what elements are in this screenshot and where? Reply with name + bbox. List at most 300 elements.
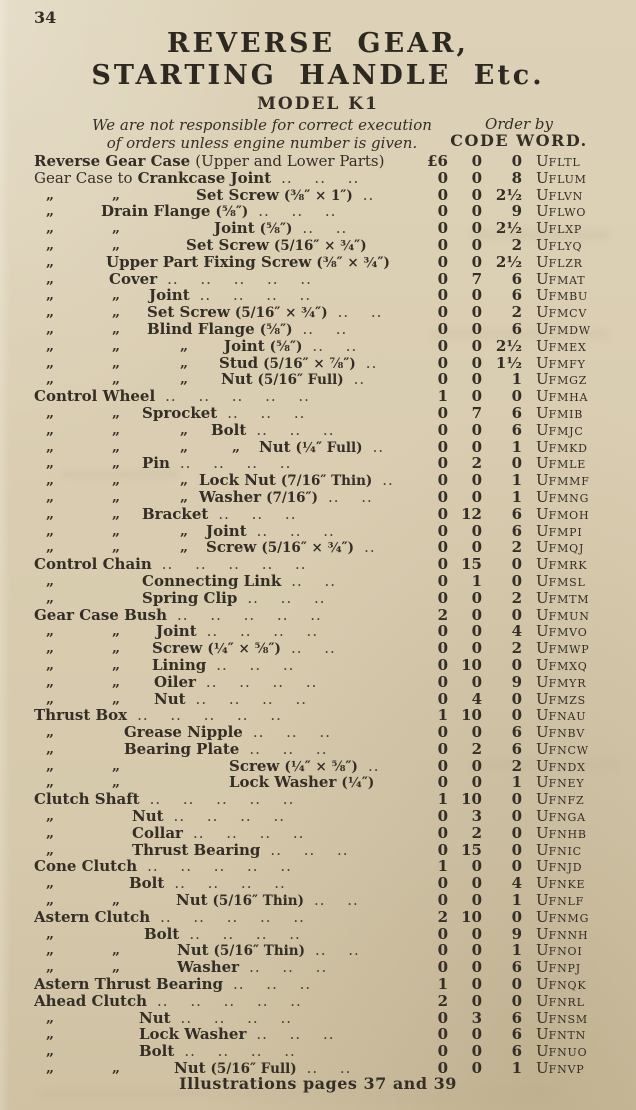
price-pounds: 0: [437, 571, 448, 590]
ditto-mark: „: [46, 690, 54, 707]
code-word-rest: FMCV: [548, 307, 588, 321]
price-shillings: 0: [471, 1042, 482, 1061]
page-title-line1: REVERSE GEAR,: [167, 28, 469, 59]
part-description: [34, 674, 412, 691]
code-word-rest: FMZS: [548, 693, 586, 707]
code-word-initial: U: [536, 689, 549, 708]
ditto-mark: „: [46, 942, 54, 959]
part-size: (⅝″): [269, 338, 303, 355]
code-word: [522, 774, 628, 791]
part-name: Bracket: [142, 505, 209, 523]
page-title-line2: STARTING HANDLE Etc.: [91, 60, 545, 91]
part-name: Crankcase Joint: [137, 169, 272, 187]
code-word-rest: FNCW: [548, 743, 589, 757]
part-description: [34, 1026, 412, 1043]
table-row: [34, 825, 628, 842]
code-word-initial: U: [536, 739, 549, 758]
code-word-rest: FNNH: [548, 928, 589, 942]
price-pounds: 0: [437, 437, 448, 456]
ditto-mark: „: [46, 186, 54, 203]
code-word: [522, 321, 628, 338]
price-pence: 2½: [495, 219, 522, 238]
code-word-initial: U: [536, 605, 549, 624]
table-row: [34, 556, 628, 573]
price-pounds: 2: [437, 605, 448, 624]
price-shillings: 3: [471, 807, 482, 826]
code-word-initial: U: [536, 639, 549, 658]
code-word-initial: U: [536, 924, 549, 943]
code-word-rest: FMGZ: [548, 374, 588, 388]
code-word-rest: FMAT: [548, 273, 586, 287]
price-pence: 2: [511, 538, 522, 557]
price-shillings: 0: [471, 152, 482, 170]
leader-dots: .. .. ..: [281, 169, 360, 187]
part-description: [34, 153, 412, 170]
part-name: Pin: [142, 455, 170, 473]
code-word: [522, 926, 628, 943]
price-pence: 0: [511, 907, 522, 926]
part-size: (¼″): [341, 775, 375, 792]
part-size: (5/16″ Full): [257, 372, 344, 389]
ditto-mark: „: [46, 505, 54, 522]
part-name: Nut: [259, 438, 291, 456]
price-pounds: 0: [437, 370, 448, 389]
code-word-initial: U: [536, 1042, 549, 1061]
part-size: (5/16″ Thin): [213, 943, 305, 960]
part-description: [34, 455, 412, 472]
ditto-mark: „: [180, 371, 188, 388]
part-name: Joint: [149, 287, 190, 305]
table-row: [34, 338, 628, 355]
price-shillings: 0: [471, 353, 482, 372]
price-pounds: 2: [437, 991, 448, 1010]
ditto-mark: „: [112, 488, 120, 505]
code-word: [522, 237, 628, 254]
part-size: (5/16″ × ⅞″): [263, 355, 356, 372]
price-shillings: 7: [471, 269, 482, 288]
part-name: Astern Thrust Bearing: [34, 976, 223, 993]
price-pounds: 0: [437, 807, 448, 826]
ditto-mark: „: [46, 270, 54, 287]
table-row: [34, 808, 628, 825]
table-row: [34, 640, 628, 657]
part-description: [34, 842, 412, 859]
table-row: [34, 321, 628, 338]
code-word: [522, 187, 628, 204]
code-word-initial: U: [536, 1008, 549, 1027]
table-row: [34, 959, 628, 976]
price-shillings: 0: [471, 185, 482, 204]
price-pence: 8: [511, 168, 522, 187]
code-word-initial: U: [536, 538, 549, 557]
price-pence: 9: [511, 672, 522, 691]
table-row: [34, 674, 628, 691]
code-word: [522, 657, 628, 674]
ditto-mark: „: [46, 522, 54, 539]
price-pounds: 0: [437, 168, 448, 187]
table-row: [34, 388, 628, 405]
code-word-rest: FLTL: [548, 156, 581, 169]
ditto-mark: „: [180, 539, 188, 556]
leader-dots: .. .. .. .. ..: [165, 388, 310, 405]
code-word-rest: FNAU: [548, 710, 587, 724]
price-pence: 6: [511, 1025, 522, 1044]
code-word-column-header: [444, 116, 594, 152]
price-pounds: 0: [437, 672, 448, 691]
ditto-mark: „: [112, 455, 120, 472]
code-word: [522, 388, 628, 405]
price-shillings: 0: [471, 286, 482, 305]
code-word: [522, 691, 628, 708]
code-word-rest: FNIC: [548, 844, 582, 858]
part-size: (5/16″ Thin): [212, 893, 304, 909]
part-description: [34, 203, 412, 220]
part-name: Reverse Gear Case: [34, 153, 191, 170]
price-shillings: 0: [471, 975, 482, 994]
leader-dots: ..: [364, 539, 376, 557]
table-row: [34, 607, 628, 624]
code-word-initial: U: [536, 655, 549, 674]
table-row: [34, 153, 628, 170]
table-row: [34, 187, 628, 204]
code-word: [522, 439, 628, 456]
part-name: Nut: [177, 942, 209, 960]
table-row: [34, 590, 628, 607]
code-word: [522, 993, 628, 1010]
part-description: [34, 858, 412, 875]
code-word-rest: FMNG: [548, 491, 590, 505]
part-name: Washer: [177, 959, 240, 977]
ditto-mark: „: [46, 253, 54, 270]
table-row: [34, 774, 628, 791]
code-word-label: CODE WORD.: [450, 131, 588, 150]
code-word-rest: FMIB: [548, 407, 584, 421]
ditto-mark: „: [46, 656, 54, 673]
table-row: [34, 1010, 628, 1027]
table-row: [34, 892, 628, 909]
ditto-mark: „: [46, 421, 54, 438]
part-description: [34, 623, 412, 640]
disclaimer-line2: of orders unless engine number is given.: [106, 134, 418, 152]
price-pence: 2: [511, 639, 522, 658]
ditto-mark: „: [180, 488, 188, 505]
leader-dots: .. .. ..: [270, 841, 349, 859]
code-word-rest: FMOH: [548, 508, 590, 522]
part-description: [34, 439, 412, 456]
code-word-initial: U: [536, 185, 549, 204]
price-shillings: 0: [471, 874, 482, 893]
price-shillings: 0: [471, 437, 482, 456]
part-name: Lining: [152, 656, 207, 674]
price-shillings: 0: [471, 958, 482, 977]
code-word-rest: FNHB: [548, 827, 587, 841]
ditto-mark: „: [112, 640, 120, 657]
leader-dots: .. ..: [306, 1060, 352, 1077]
price-pence: 6: [511, 1008, 522, 1027]
price-shillings: 10: [461, 790, 482, 809]
ditto-mark: „: [46, 740, 54, 757]
table-row: [34, 355, 628, 372]
ditto-mark: „: [46, 404, 54, 421]
part-name: Nut: [174, 1060, 206, 1077]
code-word-initial: U: [536, 454, 549, 473]
price-shillings: 7: [471, 403, 482, 422]
code-word-rest: FMMF: [548, 475, 590, 489]
part-description: [34, 607, 412, 624]
leader-dots: .. .. ..: [252, 724, 331, 741]
code-word: [522, 942, 628, 959]
price-shillings: 1: [471, 571, 482, 590]
ditto-mark: „: [112, 220, 120, 237]
code-word-initial: U: [536, 252, 549, 271]
leader-dots: .. .. .. .. ..: [161, 556, 307, 573]
price-pence: 0: [511, 975, 522, 994]
price-pounds: 0: [437, 756, 448, 775]
code-word-rest: FMPI: [548, 525, 583, 539]
leader-dots: .. .. .. ..: [189, 925, 301, 943]
code-word: [522, 489, 628, 506]
part-name: Lock Washer: [229, 774, 337, 792]
part-size: (⅜″ × 1″): [283, 187, 353, 204]
part-description: [34, 691, 412, 708]
price-pence: 0: [511, 555, 522, 574]
price-pounds: 0: [437, 622, 448, 641]
part-description: [34, 926, 412, 943]
part-description: [34, 976, 412, 993]
code-word-initial: U: [536, 807, 549, 826]
part-name: Oiler: [154, 673, 196, 691]
price-pounds: 0: [437, 1042, 448, 1061]
leader-dots: .. .. ..: [218, 505, 297, 523]
price-pounds: 0: [437, 874, 448, 893]
ditto-mark: „: [46, 304, 54, 321]
price-shillings: 0: [471, 168, 482, 187]
code-word-rest: FNLF: [548, 895, 585, 909]
part-size: (5/16″ × ¾″): [273, 237, 367, 254]
ditto-mark: „: [46, 438, 54, 455]
code-word-initial: U: [536, 840, 549, 859]
code-word-initial: U: [536, 756, 549, 775]
part-name: Lock Nut: [199, 472, 276, 489]
code-word: [522, 523, 628, 540]
price-shillings: 0: [471, 538, 482, 557]
code-word-initial: U: [536, 420, 549, 439]
ditto-mark: „: [46, 875, 54, 892]
part-description: [34, 187, 412, 204]
price-pence: 6: [511, 286, 522, 305]
part-description: [34, 539, 412, 556]
part-description: [34, 355, 412, 372]
code-word-rest: FNBV: [548, 727, 586, 741]
code-word-rest: FNJD: [548, 861, 583, 875]
part-size: (⅝″): [215, 204, 249, 221]
part-description: [34, 422, 412, 439]
price-pounds: 0: [437, 336, 448, 355]
table-row: [34, 657, 628, 674]
price-shillings: 0: [471, 622, 482, 641]
ditto-mark: „: [46, 774, 54, 791]
ditto-mark: „: [180, 522, 188, 539]
part-size: (¼″ Full): [295, 439, 363, 456]
code-word-initial: U: [536, 874, 549, 893]
price-pounds: 1: [437, 790, 448, 809]
code-word: [522, 909, 628, 926]
code-word-rest: FMYR: [548, 676, 587, 690]
part-description: [34, 892, 412, 909]
price-pounds: 0: [437, 353, 448, 372]
leader-dots: .. .. ..: [249, 740, 328, 758]
code-word-initial: U: [536, 991, 549, 1010]
table-row: [34, 707, 628, 724]
price-pence: 0: [511, 823, 522, 842]
price-pounds: 0: [437, 319, 448, 338]
price-pounds: 0: [437, 403, 448, 422]
part-name: Set Screw: [196, 186, 279, 204]
price-shillings: 0: [471, 420, 482, 439]
ditto-mark: „: [46, 488, 54, 505]
ditto-mark: „: [112, 539, 120, 556]
part-description: [34, 741, 412, 758]
price-shillings: 0: [471, 756, 482, 775]
price-shillings: 0: [471, 672, 482, 691]
table-row: [34, 724, 628, 741]
price-shillings: 0: [471, 202, 482, 221]
part-description: [34, 573, 412, 590]
leader-dots: .. ..: [312, 337, 358, 355]
part-description: [34, 640, 412, 657]
code-word-rest: FNOI: [548, 945, 583, 959]
price-pence: 0: [511, 689, 522, 708]
leader-dots: .. .. .. ..: [174, 875, 286, 893]
part-size: (Upper and Lower Parts): [195, 153, 385, 170]
leader-dots: .. ..: [314, 942, 360, 960]
code-word: [522, 758, 628, 775]
price-pounds: 0: [437, 773, 448, 792]
ditto-mark: „: [112, 1060, 120, 1077]
code-word: [522, 892, 628, 909]
price-pence: 2½: [495, 252, 522, 271]
price-pence: 6: [511, 521, 522, 540]
part-description: [34, 657, 412, 674]
price-pounds: 0: [437, 252, 448, 271]
ditto-mark: „: [46, 220, 54, 237]
code-word: [522, 825, 628, 842]
part-name: Thrust Box: [34, 707, 128, 725]
table-row: [34, 1043, 628, 1060]
part-name: Gear Case Bush: [34, 606, 168, 624]
leader-dots: .. .. .. ..: [205, 673, 318, 691]
part-name: Clutch Shaft: [34, 791, 140, 809]
code-word-initial: U: [536, 219, 549, 238]
price-shillings: 15: [461, 555, 482, 574]
ditto-mark: „: [112, 522, 120, 539]
leader-dots: .. .. ..: [227, 404, 306, 422]
leader-dots: .. .. ..: [247, 589, 326, 607]
ditto-mark: „: [46, 724, 54, 741]
parts-table-body: [34, 153, 628, 1077]
leader-dots: ..: [362, 186, 375, 204]
price-pence: 0: [511, 790, 522, 809]
price-pounds: 1: [437, 975, 448, 994]
code-word-initial: U: [536, 269, 549, 288]
leader-dots: .. .. ..: [233, 976, 312, 993]
part-name: Bolt: [211, 421, 247, 439]
code-word: [522, 724, 628, 741]
code-word: [522, 842, 628, 859]
code-word: [522, 254, 628, 271]
price-pence: 6: [511, 739, 522, 758]
table-row: [34, 909, 628, 926]
price-shillings: 0: [471, 941, 482, 960]
ditto-mark: „: [112, 287, 120, 304]
ditto-mark: „: [46, 589, 54, 606]
table-row: [34, 371, 628, 388]
price-pounds: 0: [437, 958, 448, 977]
code-word-initial: U: [536, 336, 549, 355]
table-row: [34, 976, 628, 993]
leader-dots: .. .. .. ..: [195, 690, 307, 708]
price-pounds: 0: [437, 202, 448, 221]
price-pence: 1: [511, 487, 522, 506]
price-pence: 6: [511, 403, 522, 422]
leader-dots: .. .. ..: [256, 522, 335, 540]
part-name: Connecting Link: [142, 572, 282, 590]
price-pence: 0: [511, 571, 522, 590]
table-row: [34, 271, 628, 288]
code-word-rest: FNFZ: [548, 794, 585, 808]
price-pence: 0: [511, 807, 522, 826]
price-pounds: 0: [437, 823, 448, 842]
code-word-initial: U: [536, 521, 549, 540]
code-word: [522, 741, 628, 758]
price-shillings: 0: [471, 303, 482, 322]
code-word-rest: FNEY: [548, 777, 585, 791]
code-word: [522, 640, 628, 657]
code-word-rest: FNQK: [548, 979, 587, 993]
table-row: [34, 842, 628, 859]
part-description: [34, 287, 412, 304]
leader-dots: .. .. .. .. ..: [167, 270, 312, 288]
part-name: Cone Clutch: [34, 858, 138, 876]
code-word-initial: U: [536, 790, 549, 809]
code-word-rest: FLXP: [548, 223, 583, 237]
ditto-mark: „: [46, 673, 54, 690]
code-word: [522, 674, 628, 691]
code-word-initial: U: [536, 555, 549, 574]
price-pence: 4: [511, 622, 522, 641]
leader-dots: .. .. .. .. ..: [149, 791, 295, 809]
ditto-mark: „: [232, 438, 240, 455]
code-word-initial: U: [536, 152, 549, 170]
ditto-mark: „: [112, 757, 120, 774]
code-word-rest: FLZR: [548, 256, 583, 270]
leader-dots: .. .. ..: [249, 959, 328, 977]
ditto-mark: „: [46, 925, 54, 942]
price-pence: 0: [511, 840, 522, 859]
model-heading: MODEL K1: [257, 94, 379, 114]
code-word: [522, 976, 628, 993]
code-word-rest: FNMG: [548, 911, 590, 925]
part-size: (⅜″ × ¾″): [316, 254, 390, 271]
price-pounds: £6: [427, 152, 448, 170]
price-pence: 1: [511, 437, 522, 456]
part-name: Nut: [132, 808, 164, 825]
part-description: [34, 825, 412, 842]
part-description: [34, 774, 412, 791]
code-word-initial: U: [536, 303, 549, 322]
disclaimer-line1: We are not responsible for correct execution: [92, 116, 432, 134]
table-header: [0, 116, 636, 152]
